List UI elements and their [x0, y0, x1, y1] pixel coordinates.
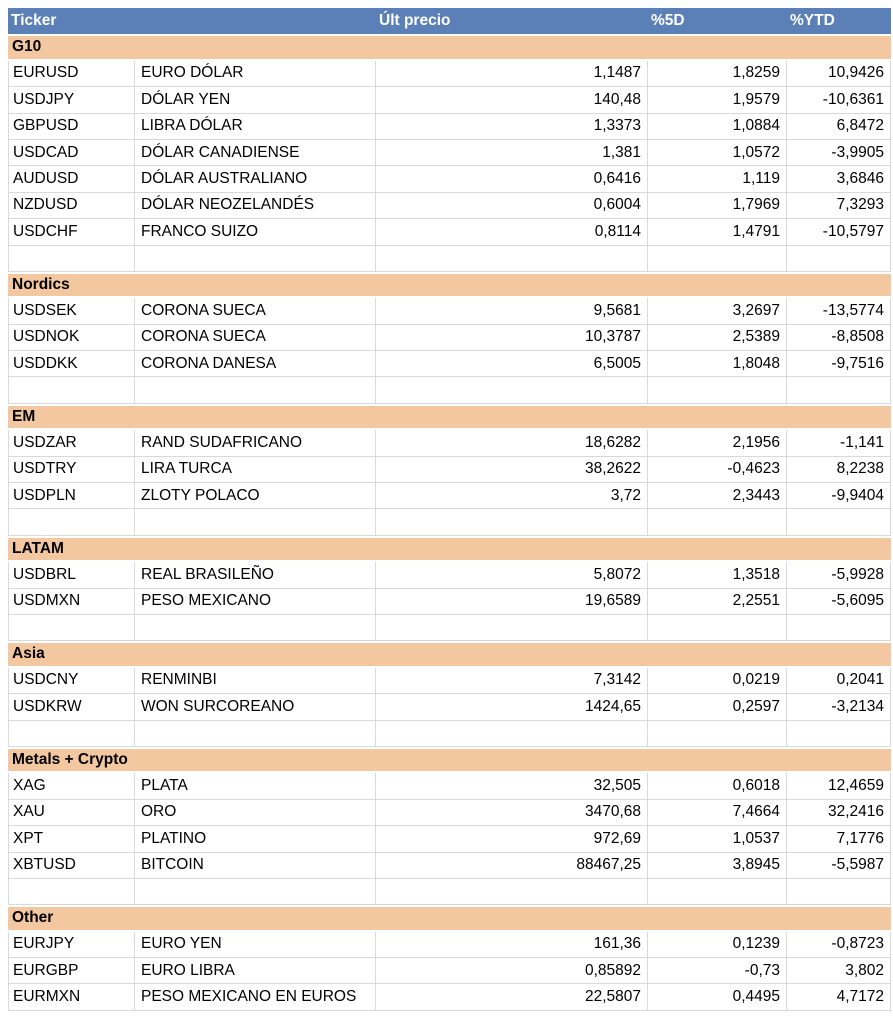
price-cell[interactable]: 3,72	[376, 483, 648, 508]
table-row	[8, 114, 891, 140]
price-cell[interactable]: 7,3142	[376, 668, 648, 693]
ytd-cell[interactable]: 7,1776	[787, 826, 891, 851]
section-label: Metals + Crypto	[12, 750, 128, 768]
table-row	[8, 87, 891, 113]
section-label: Nordics	[12, 275, 70, 293]
empty-cell[interactable]	[787, 246, 891, 271]
empty-cell[interactable]	[135, 246, 376, 271]
table-row	[8, 984, 891, 1010]
header-name-blank[interactable]	[135, 8, 376, 34]
name-cell[interactable]: ZLOTY POLACO	[135, 483, 376, 508]
section-band-em[interactable]	[8, 404, 891, 430]
empty-cell[interactable]	[648, 879, 787, 904]
ticker-cell[interactable]: USDKRW	[8, 694, 135, 719]
price-cell[interactable]: 18,6282	[376, 430, 648, 455]
section-band-asia[interactable]	[8, 641, 891, 667]
price-cell[interactable]: 9,5681	[376, 298, 648, 323]
name-cell[interactable]: PLATINO	[135, 826, 376, 851]
table-row	[8, 193, 891, 219]
name-cell[interactable]: DÓLAR YEN	[135, 87, 376, 112]
ytd-cell[interactable]: -10,5797	[787, 219, 891, 244]
pct5d-cell[interactable]: 1,8259	[648, 61, 787, 86]
empty-cell[interactable]	[787, 721, 891, 746]
ticker-cell[interactable]: XBTUSD	[8, 853, 135, 878]
table-row	[8, 932, 891, 958]
pct5d-cell[interactable]: 2,3443	[648, 483, 787, 508]
price-cell[interactable]: 0,6004	[376, 193, 648, 218]
ticker-cell[interactable]: EURJPY	[8, 932, 135, 957]
name-cell[interactable]: PLATA	[135, 773, 376, 798]
ytd-cell[interactable]: -0,8723	[787, 932, 891, 957]
ticker-cell[interactable]: AUDUSD	[8, 166, 135, 191]
empty-cell[interactable]	[787, 509, 891, 534]
pct5d-cell[interactable]: 1,0572	[648, 140, 787, 165]
pct5d-cell[interactable]: -0,4623	[648, 457, 787, 482]
empty-cell[interactable]	[135, 377, 376, 402]
name-cell[interactable]: REAL BRASILEÑO	[135, 562, 376, 587]
table-row	[8, 140, 891, 166]
price-cell[interactable]: 22,5807	[376, 984, 648, 1009]
ytd-cell[interactable]: -5,6095	[787, 589, 891, 614]
pct5d-cell[interactable]: 1,4791	[648, 219, 787, 244]
pct5d-cell[interactable]: 0,4495	[648, 984, 787, 1009]
ticker-cell[interactable]: GBPUSD	[8, 114, 135, 139]
empty-cell[interactable]	[376, 721, 648, 746]
name-cell[interactable]: RAND SUDAFRICANO	[135, 430, 376, 455]
name-cell[interactable]: PESO MEXICANO EN EUROS	[135, 984, 376, 1009]
ticker-cell[interactable]: USDTRY	[8, 457, 135, 482]
empty-cell[interactable]	[648, 615, 787, 640]
ytd-cell[interactable]: -8,8508	[787, 325, 891, 350]
table-row	[8, 589, 891, 615]
price-cell[interactable]: 0,8114	[376, 219, 648, 244]
ticker-cell[interactable]: NZDUSD	[8, 193, 135, 218]
ticker-cell[interactable]: USDPLN	[8, 483, 135, 508]
price-cell[interactable]: 0,85892	[376, 958, 648, 983]
pct5d-cell[interactable]: 0,0219	[648, 668, 787, 693]
price-cell[interactable]: 19,6589	[376, 589, 648, 614]
table-row	[8, 826, 891, 852]
pct5d-cell[interactable]: 3,8945	[648, 853, 787, 878]
table-body	[8, 34, 891, 1010]
section-band-other[interactable]	[8, 905, 891, 931]
table-row	[8, 694, 891, 720]
pct5d-cell[interactable]: 1,119	[648, 166, 787, 191]
table-row	[8, 853, 891, 879]
header-5d[interactable]: %5D	[651, 12, 685, 30]
name-cell[interactable]: LIBRA DÓLAR	[135, 114, 376, 139]
empty-cell[interactable]	[135, 879, 376, 904]
ytd-cell[interactable]: -10,6361	[787, 87, 891, 112]
pct5d-cell[interactable]: 2,2551	[648, 589, 787, 614]
ytd-cell[interactable]: 6,8472	[787, 114, 891, 139]
ticker-cell[interactable]: USDZAR	[8, 430, 135, 455]
table-row	[8, 219, 891, 245]
ticker-cell[interactable]: USDCHF	[8, 219, 135, 244]
empty-cell[interactable]	[648, 246, 787, 271]
table-row	[8, 325, 891, 351]
name-cell[interactable]: EURO LIBRA	[135, 958, 376, 983]
section-band-metals-crypto[interactable]	[8, 747, 891, 773]
ytd-cell[interactable]: -9,7516	[787, 351, 891, 376]
price-cell[interactable]: 1,1487	[376, 61, 648, 86]
price-cell[interactable]: 88467,25	[376, 853, 648, 878]
empty-row	[8, 509, 891, 535]
header-ytd[interactable]: %YTD	[790, 12, 835, 30]
price-cell[interactable]: 0,6416	[376, 166, 648, 191]
empty-cell[interactable]	[135, 721, 376, 746]
ytd-cell[interactable]: -3,2134	[787, 694, 891, 719]
ytd-cell[interactable]: -13,5774	[787, 298, 891, 323]
pct5d-cell[interactable]: 0,2597	[648, 694, 787, 719]
pct5d-cell[interactable]: 7,4664	[648, 800, 787, 825]
name-cell[interactable]: DÓLAR NEOZELANDÉS	[135, 193, 376, 218]
ticker-cell[interactable]: USDMXN	[8, 589, 135, 614]
empty-cell[interactable]	[8, 377, 135, 402]
empty-cell[interactable]	[648, 721, 787, 746]
ticker-cell[interactable]: USDCNY	[8, 668, 135, 693]
pct5d-cell[interactable]: 1,7969	[648, 193, 787, 218]
section-band-latam[interactable]	[8, 536, 891, 562]
empty-cell[interactable]	[376, 615, 648, 640]
price-cell[interactable]: 32,505	[376, 773, 648, 798]
price-cell[interactable]: 1,3373	[376, 114, 648, 139]
empty-row	[8, 721, 891, 747]
empty-cell[interactable]	[787, 615, 891, 640]
price-cell[interactable]: 1,381	[376, 140, 648, 165]
ticker-cell[interactable]: USDBRL	[8, 562, 135, 587]
name-cell[interactable]: WON SURCOREANO	[135, 694, 376, 719]
name-cell[interactable]: BITCOIN	[135, 853, 376, 878]
ytd-cell[interactable]: -9,9404	[787, 483, 891, 508]
ytd-cell[interactable]: 10,9426	[787, 61, 891, 86]
header-ticker[interactable]: Ticker	[11, 12, 57, 30]
name-cell[interactable]: DÓLAR AUSTRALIANO	[135, 166, 376, 191]
name-cell[interactable]: CORONA SUECA	[135, 298, 376, 323]
ticker-cell[interactable]: XAG	[8, 773, 135, 798]
fx-spreadsheet	[8, 8, 891, 1011]
ytd-cell[interactable]: 8,2238	[787, 457, 891, 482]
ytd-cell[interactable]: 0,2041	[787, 668, 891, 693]
name-cell[interactable]: ORO	[135, 800, 376, 825]
pct5d-cell[interactable]: 3,2697	[648, 298, 787, 323]
empty-row	[8, 879, 891, 905]
ytd-cell[interactable]: -5,5987	[787, 853, 891, 878]
table-row	[8, 430, 891, 456]
name-cell[interactable]: CORONA SUECA	[135, 325, 376, 350]
table-row	[8, 562, 891, 588]
table-row	[8, 958, 891, 984]
pct5d-cell[interactable]: -0,73	[648, 958, 787, 983]
ticker-cell[interactable]: USDCAD	[8, 140, 135, 165]
empty-cell[interactable]	[376, 509, 648, 534]
section-label: G10	[12, 38, 42, 56]
price-cell[interactable]: 972,69	[376, 826, 648, 851]
pct5d-cell[interactable]: 1,9579	[648, 87, 787, 112]
name-cell[interactable]: CORONA DANESA	[135, 351, 376, 376]
table-row	[8, 61, 891, 87]
price-cell[interactable]: 6,5005	[376, 351, 648, 376]
empty-cell[interactable]	[376, 246, 648, 271]
ytd-cell[interactable]: 4,7172	[787, 984, 891, 1009]
name-cell[interactable]: DÓLAR CANADIENSE	[135, 140, 376, 165]
section-label: Asia	[12, 645, 45, 663]
empty-cell[interactable]	[8, 615, 135, 640]
empty-cell[interactable]	[787, 879, 891, 904]
name-cell[interactable]: LIRA TURCA	[135, 457, 376, 482]
pct5d-cell[interactable]: 1,8048	[648, 351, 787, 376]
table-row	[8, 483, 891, 509]
pct5d-cell[interactable]: 1,3518	[648, 562, 787, 587]
empty-cell[interactable]	[135, 509, 376, 534]
ytd-cell[interactable]: 3,802	[787, 958, 891, 983]
table-row	[8, 351, 891, 377]
empty-cell[interactable]	[376, 377, 648, 402]
pct5d-cell[interactable]: 2,1956	[648, 430, 787, 455]
price-cell[interactable]: 1424,65	[376, 694, 648, 719]
table-row	[8, 457, 891, 483]
table-row	[8, 800, 891, 826]
ytd-cell[interactable]: -3,9905	[787, 140, 891, 165]
empty-cell[interactable]	[787, 377, 891, 402]
name-cell[interactable]: RENMINBI	[135, 668, 376, 693]
table-row	[8, 298, 891, 324]
ytd-cell[interactable]: 32,2416	[787, 800, 891, 825]
price-cell[interactable]: 10,3787	[376, 325, 648, 350]
ytd-cell[interactable]: 7,3293	[787, 193, 891, 218]
name-cell[interactable]: EURO YEN	[135, 932, 376, 957]
empty-cell[interactable]	[8, 246, 135, 271]
ticker-cell[interactable]: USDJPY	[8, 87, 135, 112]
empty-cell[interactable]	[135, 615, 376, 640]
header-ult-precio[interactable]: Últ precio	[379, 12, 451, 30]
empty-cell[interactable]	[8, 721, 135, 746]
price-cell[interactable]: 140,48	[376, 87, 648, 112]
empty-cell[interactable]	[648, 377, 787, 402]
name-cell[interactable]: FRANCO SUIZO	[135, 219, 376, 244]
empty-row	[8, 246, 891, 272]
price-cell[interactable]: 5,8072	[376, 562, 648, 587]
ytd-cell[interactable]: -1,141	[787, 430, 891, 455]
ticker-cell[interactable]: USDDKK	[8, 351, 135, 376]
ticker-cell[interactable]: EURMXN	[8, 984, 135, 1009]
empty-row	[8, 377, 891, 403]
name-cell[interactable]: PESO MEXICANO	[135, 589, 376, 614]
empty-cell[interactable]	[648, 509, 787, 534]
section-label: LATAM	[12, 539, 64, 557]
ticker-cell[interactable]: USDNOK	[8, 325, 135, 350]
ticker-cell[interactable]: USDSEK	[8, 298, 135, 323]
empty-row	[8, 615, 891, 641]
ticker-cell[interactable]: EURGBP	[8, 958, 135, 983]
ticker-cell[interactable]: XAU	[8, 800, 135, 825]
table-header-row	[8, 8, 891, 34]
pct5d-cell[interactable]: 1,0537	[648, 826, 787, 851]
price-cell[interactable]: 38,2622	[376, 457, 648, 482]
empty-cell[interactable]	[8, 509, 135, 534]
section-label: EM	[12, 407, 36, 425]
price-cell[interactable]: 161,36	[376, 932, 648, 957]
pct5d-cell[interactable]: 2,5389	[648, 325, 787, 350]
empty-cell[interactable]	[376, 879, 648, 904]
ytd-cell[interactable]: 3,6846	[787, 166, 891, 191]
empty-cell[interactable]	[8, 879, 135, 904]
pct5d-cell[interactable]: 0,6018	[648, 773, 787, 798]
section-band-g10[interactable]	[8, 34, 891, 60]
section-label: Other	[12, 909, 54, 927]
name-cell[interactable]: EURO DÓLAR	[135, 61, 376, 86]
price-cell[interactable]: 3470,68	[376, 800, 648, 825]
ytd-cell[interactable]: -5,9928	[787, 562, 891, 587]
table-row	[8, 773, 891, 799]
pct5d-cell[interactable]: 1,0884	[648, 114, 787, 139]
ytd-cell[interactable]: 12,4659	[787, 773, 891, 798]
section-band-nordics[interactable]	[8, 272, 891, 298]
table-row	[8, 166, 891, 192]
pct5d-cell[interactable]: 0,1239	[648, 932, 787, 957]
table-row	[8, 668, 891, 694]
ticker-cell[interactable]: XPT	[8, 826, 135, 851]
ticker-cell[interactable]: EURUSD	[8, 61, 135, 86]
